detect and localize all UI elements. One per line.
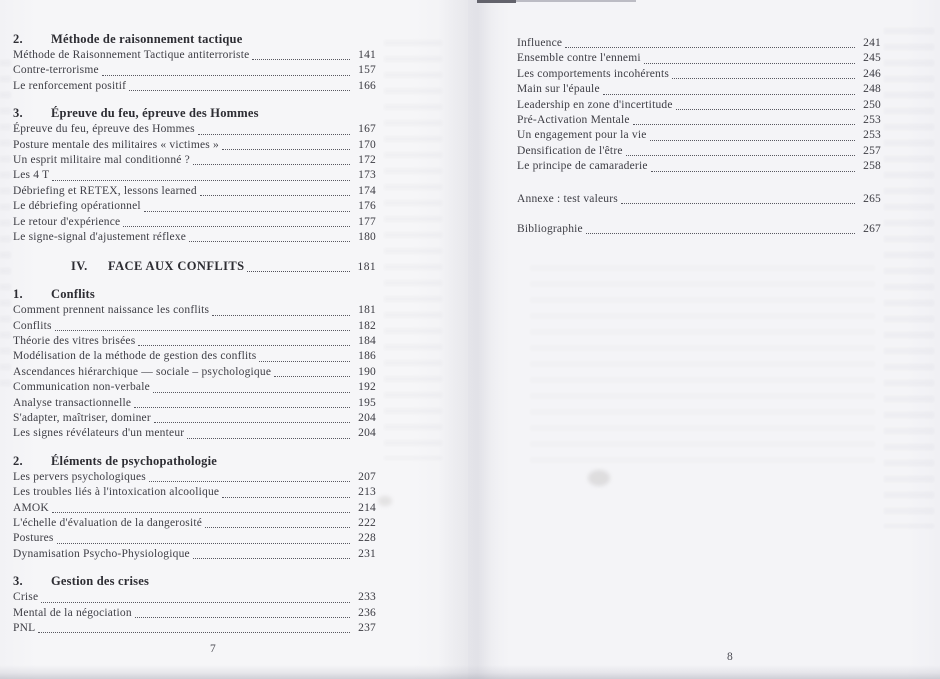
toc-entry-label: Densification de l'être	[517, 144, 623, 157]
toc-entry-page: 222	[358, 516, 376, 529]
toc-entry-page: 207	[358, 470, 376, 483]
section-number: 2.	[13, 453, 23, 468]
toc-entry-page: 182	[358, 319, 376, 332]
toc-entry-label: Pré-Activation Mentale	[517, 113, 630, 126]
toc-entry	[13, 334, 376, 349]
toc-entry-label: Main sur l'épaule	[517, 83, 600, 96]
dot-leader	[222, 485, 350, 497]
toc-entry	[13, 199, 376, 214]
part-title: FACE AUX CONFLITS	[108, 259, 245, 274]
toc-entry-page: 177	[358, 215, 376, 228]
toc-entry-page: 246	[863, 67, 881, 80]
toc-entry-page: 141	[358, 49, 376, 61]
toc-entry	[517, 192, 881, 207]
dot-leader	[212, 303, 350, 315]
toc-entry-page: 204	[358, 427, 376, 440]
toc-entry-label: Conflits	[13, 319, 52, 332]
toc-entry	[13, 365, 376, 380]
toc-entry-label: Les pervers psychologiques	[13, 470, 146, 483]
section-title: Éléments de psychopathologie	[51, 453, 218, 468]
toc-entry	[517, 36, 881, 51]
toc-group	[517, 36, 881, 175]
dot-leader	[565, 36, 855, 48]
toc-entry-page: 170	[358, 138, 376, 151]
toc-entry-label: Postures	[13, 532, 54, 545]
toc-entry	[13, 380, 376, 395]
toc-entry-label: Contre-terrorisme	[13, 64, 99, 77]
section-number: 3.	[13, 574, 23, 589]
toc-entry-page: 250	[863, 98, 881, 111]
toc-entry	[13, 230, 376, 245]
section-header	[13, 30, 376, 48]
toc-entry	[13, 79, 376, 94]
dot-leader	[198, 122, 350, 134]
toc-entry-page: 195	[358, 396, 376, 409]
toc-entry-label: Leadership en zone d'incertitude	[517, 98, 673, 111]
toc-entry-label: Le débriefing opérationnel	[13, 200, 141, 213]
dot-leader	[52, 501, 350, 513]
toc-entry-label: Analyse transactionnelle	[13, 396, 132, 409]
toc-entry	[13, 303, 376, 318]
toc-entry-page: 258	[863, 160, 881, 173]
toc-entry	[517, 98, 881, 113]
toc-entry	[13, 531, 376, 546]
toc-entry-page: 253	[863, 113, 881, 126]
dot-leader	[153, 380, 350, 392]
toc-entry-label: Posture mentale des militaires « victimes »	[13, 138, 219, 151]
toc-entry-label: Annexe : test valeurs	[517, 192, 618, 205]
toc-entry-page: 176	[358, 200, 376, 213]
toc-entry-page: 267	[863, 222, 881, 235]
toc-group	[517, 222, 881, 237]
toc-entry-page: 245	[863, 52, 881, 65]
dot-leader	[650, 128, 855, 140]
toc-entry-label: Le signe-signal d'ajustement réflexe	[13, 230, 187, 243]
toc-entry	[13, 485, 376, 500]
toc-entry-page: 236	[358, 606, 376, 619]
dot-leader	[189, 230, 350, 242]
toc-entry	[517, 67, 881, 82]
dot-leader	[626, 144, 855, 156]
dot-leader	[193, 547, 350, 559]
page-edge-top-light	[516, 0, 636, 2]
toc-entry-page: 166	[358, 79, 376, 92]
toc-entry-label: Les 4 T	[13, 169, 50, 182]
toc-entry	[13, 621, 376, 636]
toc-entry	[13, 501, 376, 516]
page-left	[0, 0, 468, 679]
toc-left	[13, 30, 376, 636]
toc-entry-label: AMOK	[13, 501, 49, 514]
toc-entry-label: Les signes révélateurs d'un menteur	[13, 427, 185, 440]
toc-entry-label: Un esprit militaire mal conditionné ?	[13, 153, 190, 166]
toc-entry-label: Débriefing et RETEX, lessons learned	[13, 184, 197, 197]
toc-entry-label: Le principe de camaraderie	[517, 160, 648, 173]
dot-leader	[38, 621, 350, 633]
section-header	[13, 285, 376, 303]
page-edge-top-dark	[477, 0, 516, 3]
toc-entry	[13, 168, 376, 183]
toc-entry	[13, 63, 376, 78]
section-number: 1.	[13, 287, 23, 302]
toc-entry-page: 265	[863, 192, 881, 205]
dot-leader	[672, 67, 855, 79]
toc-entry-page: 231	[358, 547, 376, 560]
toc-entry-page: 228	[358, 532, 376, 545]
toc-entry-label: Ascendances hiérarchique — sociale – psychologique	[13, 365, 272, 378]
dot-leader	[41, 590, 350, 602]
toc-entry-label: PNL	[13, 621, 36, 634]
toc-entry-label: Le renforcement positif	[13, 79, 127, 92]
toc-entry-page: 248	[863, 83, 881, 96]
dot-leader	[222, 138, 350, 150]
toc-entry	[13, 396, 376, 411]
dot-leader	[138, 334, 350, 346]
toc-entry	[517, 222, 881, 237]
toc-entry-label: Mental de la négociation	[13, 606, 132, 619]
toc-entry	[13, 215, 376, 230]
section-header	[13, 572, 376, 590]
dot-leader	[205, 516, 350, 528]
section-title: Épreuve du feu, épreuve des Hommes	[51, 106, 259, 121]
toc-entry-page: 192	[358, 381, 376, 394]
toc-entry	[13, 153, 376, 168]
section-header	[13, 104, 376, 122]
toc-entry	[517, 113, 881, 128]
toc-entry-label: Un engagement pour la vie	[517, 129, 647, 142]
page-number-left: 7	[210, 643, 217, 655]
toc-entry	[13, 590, 376, 605]
toc-entry	[517, 159, 881, 174]
section-number: 2.	[13, 32, 23, 46]
dot-leader	[252, 48, 350, 60]
toc-entry	[13, 470, 376, 485]
section-number: 3.	[13, 106, 23, 121]
part-heading	[13, 257, 376, 275]
toc-entry-label: L'échelle d'évaluation de la dangerosité	[13, 516, 203, 529]
dot-leader	[134, 396, 350, 408]
toc-entry-label: Bibliographie	[517, 222, 583, 235]
toc-entry-label: Dynamisation Psycho-Physiologique	[13, 547, 190, 560]
toc-entry-page: 184	[358, 335, 376, 348]
toc-entry-page: 173	[358, 169, 376, 182]
toc-entry-page: 257	[863, 144, 881, 157]
toc-entry-page: 190	[358, 365, 376, 378]
toc-entry-label: Épreuve du feu, épreuve des Hommes	[13, 123, 195, 136]
dot-leader	[274, 365, 350, 377]
toc-entry-label: Les troubles liés à l'intoxication alcoolique	[13, 486, 220, 499]
dot-leader	[676, 98, 855, 110]
toc-entry	[13, 349, 376, 364]
dot-leader	[633, 113, 855, 125]
toc-entry	[13, 184, 376, 199]
toc-entry-label: Influence	[517, 37, 563, 49]
toc-entry-page: 214	[358, 501, 376, 514]
toc-entry	[13, 122, 376, 137]
toc-entry	[517, 82, 881, 97]
toc-entry-page: 180	[358, 230, 376, 243]
toc-entry-page: 186	[358, 350, 376, 363]
toc-entry-label: Les comportements incohérents	[517, 67, 670, 80]
dot-leader	[102, 63, 350, 75]
dot-leader	[57, 531, 350, 543]
toc-entry-page: 172	[358, 153, 376, 166]
toc-entry	[13, 606, 376, 621]
toc-right	[517, 36, 881, 237]
dot-leader	[149, 470, 350, 482]
toc-entry	[13, 516, 376, 531]
toc-entry-page: 204	[358, 412, 376, 425]
toc-group	[517, 192, 881, 207]
toc-entry	[517, 144, 881, 159]
toc-entry-page: 237	[358, 621, 376, 634]
toc-entry-label: Comment prennent naissance les conflits	[13, 304, 210, 317]
dot-leader	[651, 159, 855, 171]
dot-leader	[129, 79, 350, 91]
toc-entry-page: 174	[358, 184, 376, 197]
toc-entry	[517, 51, 881, 66]
toc-entry	[13, 426, 376, 441]
dot-leader	[586, 222, 855, 234]
toc-entry-page: 181	[358, 304, 376, 317]
toc-entry	[13, 547, 376, 562]
toc-entry-label: Théorie des vitres brisées	[13, 335, 136, 348]
dot-leader	[55, 319, 350, 331]
section-title: Méthode de raisonnement tactique	[51, 32, 243, 46]
section-title: Conflits	[51, 287, 95, 302]
dot-leader	[52, 168, 350, 180]
toc-entry	[13, 319, 376, 334]
toc-entry	[13, 411, 376, 426]
dot-leader	[621, 192, 855, 204]
toc-entry-label: Modélisation de la méthode de gestion des conflits	[13, 350, 257, 363]
section-title: Gestion des crises	[51, 574, 150, 589]
dot-leader	[135, 606, 350, 618]
toc-entry-page: 167	[358, 123, 376, 136]
part-page: 181	[357, 261, 376, 274]
dot-leader	[193, 153, 350, 165]
section-header	[13, 452, 376, 470]
toc-entry-label: Ensemble contre l'ennemi	[517, 52, 641, 65]
toc-entry	[13, 48, 376, 63]
dot-leader	[144, 199, 350, 211]
toc-entry-page: 213	[358, 486, 376, 499]
toc-entry	[517, 128, 881, 143]
toc-entry-label: Méthode de Raisonnement Tactique antiterroriste	[13, 49, 250, 61]
toc-entry-page: 157	[358, 64, 376, 77]
dot-leader	[154, 411, 350, 423]
toc-entry-label: Crise	[13, 591, 39, 604]
dot-leader	[644, 51, 855, 63]
dot-leader	[603, 82, 855, 94]
toc-entry-label: Communication non-verbale	[13, 381, 150, 394]
page-number-right: 8	[727, 651, 734, 663]
dot-leader	[123, 215, 350, 227]
dot-leader	[259, 349, 350, 361]
toc-entry-page: 241	[863, 37, 881, 49]
dot-leader	[187, 426, 350, 438]
toc-entry-page: 233	[358, 591, 376, 604]
toc-entry	[13, 138, 376, 153]
toc-entry-label: Le retour d'expérience	[13, 215, 121, 228]
toc-entry-page: 253	[863, 129, 881, 142]
dot-leader	[200, 184, 350, 196]
page-right	[468, 0, 940, 679]
part-number: IV.	[71, 259, 88, 274]
dot-leader	[247, 257, 350, 272]
toc-entry-label: S'adapter, maîtriser, dominer	[13, 412, 151, 425]
